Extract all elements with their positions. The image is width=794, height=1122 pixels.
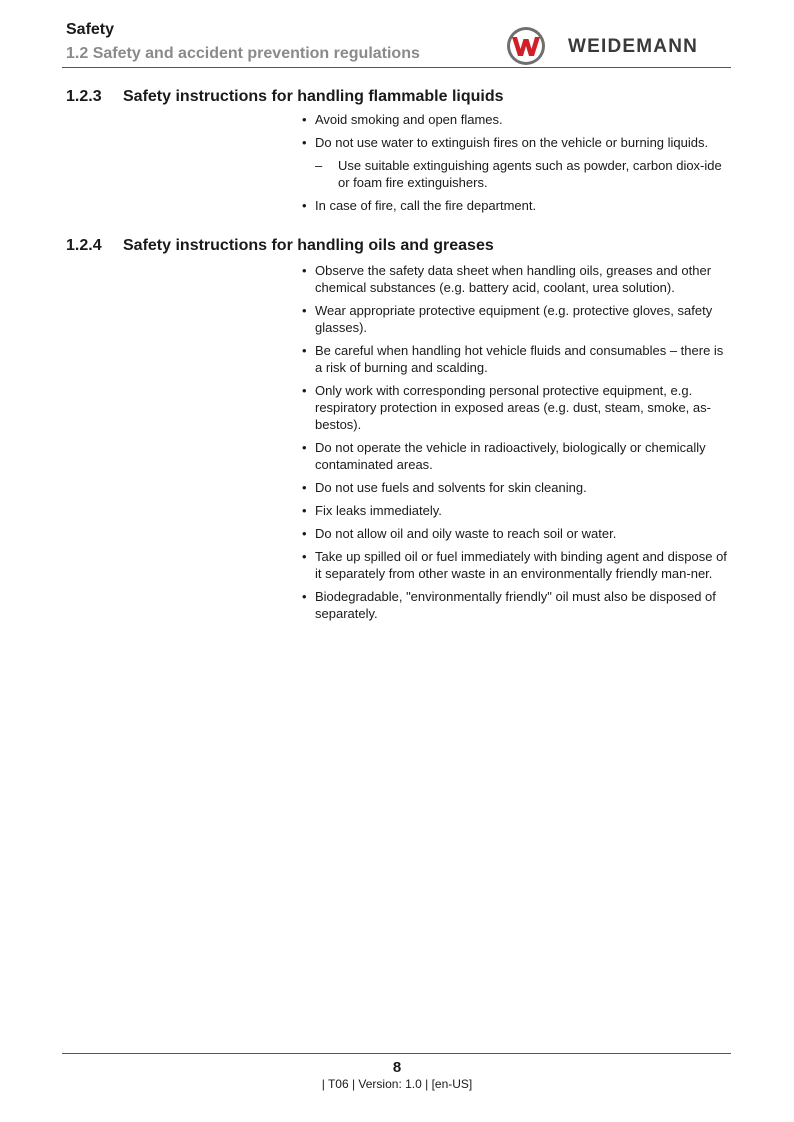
list-item [301,111,733,128]
list-item-text: Observe the safety data sheet when handling oils, greases and other chemical substances (e.g. battery acid, coolant, urea solution). [315,263,712,295]
list-item-text: Take up spilled oil or fuel immediately with binding agent and dispose of it separately from other waste in an environmentally friendly man-ner. [315,549,727,581]
weidemann-logo [506,26,736,66]
bullet-marker: • [302,526,307,541]
list-item-text: Avoid smoking and open flames. [315,112,503,127]
bullet-marker: • [302,589,307,604]
flammable-liquids-list [301,111,733,220]
list-item-text: Do not use fuels and solvents for skin cleaning. [315,480,587,495]
section-number: 1.2.3 [66,88,102,105]
bullet-marker: • [302,383,307,398]
section-title: Safety instructions for handling flammable liquids [123,88,504,105]
weidemann-emblem-icon [506,26,546,66]
bullet-marker: • [302,198,307,213]
list-item [301,382,733,433]
header-divider [62,67,731,68]
sub-list-item [301,157,733,191]
list-item-text: Do not use water to extinguish fires on the vehicle or burning liquids. [315,135,709,150]
list-item-text: Do not allow oil and oily waste to reach soil or water. [315,526,617,541]
list-item-text: Wear appropriate protective equipment (e.g. protective gloves, safety glasses). [315,303,713,335]
section-title: Safety instructions for handling oils and greases [123,237,494,254]
bullet-marker: • [302,303,307,318]
bullet-marker: • [302,440,307,455]
section-number: 1.2.4 [66,237,102,254]
section-subtitle: 1.2 Safety and accident prevention regulations [66,45,420,62]
list-item [301,525,733,542]
list-item [301,502,733,519]
list-item [301,197,733,214]
list-item [301,439,733,473]
list-item [301,479,733,496]
list-item-text: Be careful when handling hot vehicle fluids and consumables – there is a risk of burning and scalding. [315,343,724,375]
list-item-text: Do not operate the vehicle in radioactively, biologically or chemically contaminated areas. [315,440,706,472]
bullet-marker: • [302,135,307,150]
document-meta: | T06 | Version: 1.0 | [en-US] [321,1077,473,1091]
page-number: 8 [392,1059,402,1076]
list-item-text: Use suitable extinguishing agents such as powder, carbon diox-ide or foam fire extinguishers. [338,158,722,190]
list-item [301,342,733,376]
section-heading-flammable-liquids [66,88,504,106]
list-item [301,588,733,622]
list-item [301,134,733,151]
list-item-text: Fix leaks immediately. [315,503,442,518]
list-item-text: In case of fire, call the fire department. [315,198,537,213]
oils-greases-list [301,262,733,628]
footer-divider [62,1053,731,1054]
section-heading-oils-greases [66,237,494,255]
list-item-text: Biodegradable, "environmentally friendly" oil must also be disposed of separately. [315,589,716,621]
bullet-marker: • [302,263,307,278]
list-item [301,548,733,582]
list-item-text: Only work with corresponding personal protective equipment, e.g. respiratory protection in exposed areas (e.g. dust, steam, smoke, as-bestos). [315,383,711,432]
bullet-marker: • [302,480,307,495]
bullet-marker: • [302,503,307,518]
list-item [301,262,733,296]
list-item [301,302,733,336]
chapter-title: Safety [66,21,115,38]
brand-wordmark: WEIDEMANN [568,36,699,57]
bullet-marker: • [302,112,307,127]
dash-marker: – [315,158,323,173]
bullet-marker: • [302,549,307,564]
bullet-marker: • [302,343,307,358]
